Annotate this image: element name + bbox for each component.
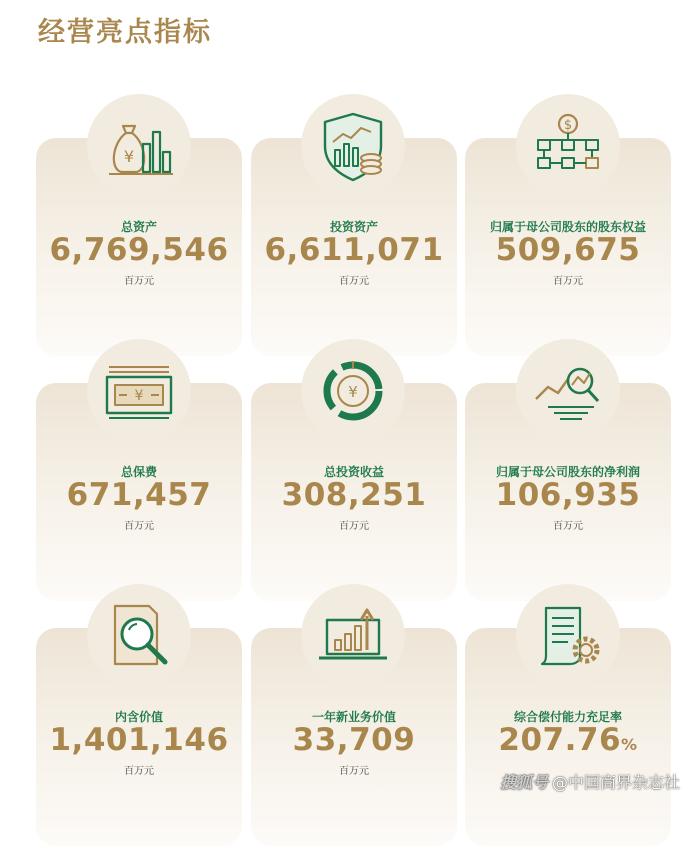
metric-unit: 百万元 (124, 766, 154, 777)
dollar-org-chart-icon (516, 94, 620, 198)
trend-magnifier-icon (516, 339, 620, 443)
metric-label: 总资产 (120, 220, 157, 234)
metric-unit: 百万元 (553, 276, 583, 287)
metric-value: 6,611,071 (264, 232, 444, 268)
metric-label: 综合偿付能力充足率 (513, 710, 622, 724)
yuan-donut-chart-icon (301, 339, 405, 443)
svg-text:¥: ¥ (134, 388, 144, 404)
metric-number: 207.76 (498, 722, 622, 758)
metric-label: 归属于母公司股东的净利润 (495, 465, 640, 479)
money-bag-chart-icon (87, 94, 191, 198)
metric-label: 总投资收益 (323, 465, 384, 479)
metric-value: 106,935 (495, 477, 641, 513)
metric-unit: 百万元 (124, 276, 154, 287)
metric-unit: 百万元 (339, 521, 369, 532)
metric-value: 509,675 (495, 232, 641, 268)
shield-chart-coins-icon (301, 94, 405, 198)
svg-text:¥: ¥ (123, 147, 135, 166)
metric-label: 归属于母公司股东的股东权益 (489, 220, 646, 234)
metric-value: 308,251 (281, 477, 427, 513)
svg-text:$: $ (563, 118, 573, 133)
page-title: 经营亮点指标 (38, 17, 212, 48)
metric-label: 总保费 (120, 465, 157, 479)
metric-value: 33,709 (292, 722, 416, 758)
metric-label: 内含价值 (114, 710, 163, 724)
metric-value: 1,401,146 (49, 722, 229, 758)
metric-value (465, 722, 671, 758)
watermark-text: @中国商界杂志社 (551, 773, 680, 792)
metric-unit: 百万元 (339, 766, 369, 777)
metric-unit: 百万元 (553, 521, 583, 532)
laptop-growth-icon (301, 584, 405, 688)
scroll-gear-icon (516, 584, 620, 688)
document-magnifier-icon (87, 584, 191, 688)
metric-value: 671,457 (66, 477, 212, 513)
metric-unit: 百万元 (124, 521, 154, 532)
watermark (500, 770, 680, 793)
metric-unit: 百万元 (339, 276, 369, 287)
percent-sign: % (621, 735, 638, 754)
metric-label: 一年新业务价值 (311, 710, 396, 724)
metric-label: 投资资产 (329, 220, 378, 234)
banknote-icon (87, 339, 191, 443)
watermark-logo: 搜狐号 (499, 773, 548, 792)
svg-text:¥: ¥ (348, 383, 358, 401)
metric-value: 6,769,546 (49, 232, 229, 268)
